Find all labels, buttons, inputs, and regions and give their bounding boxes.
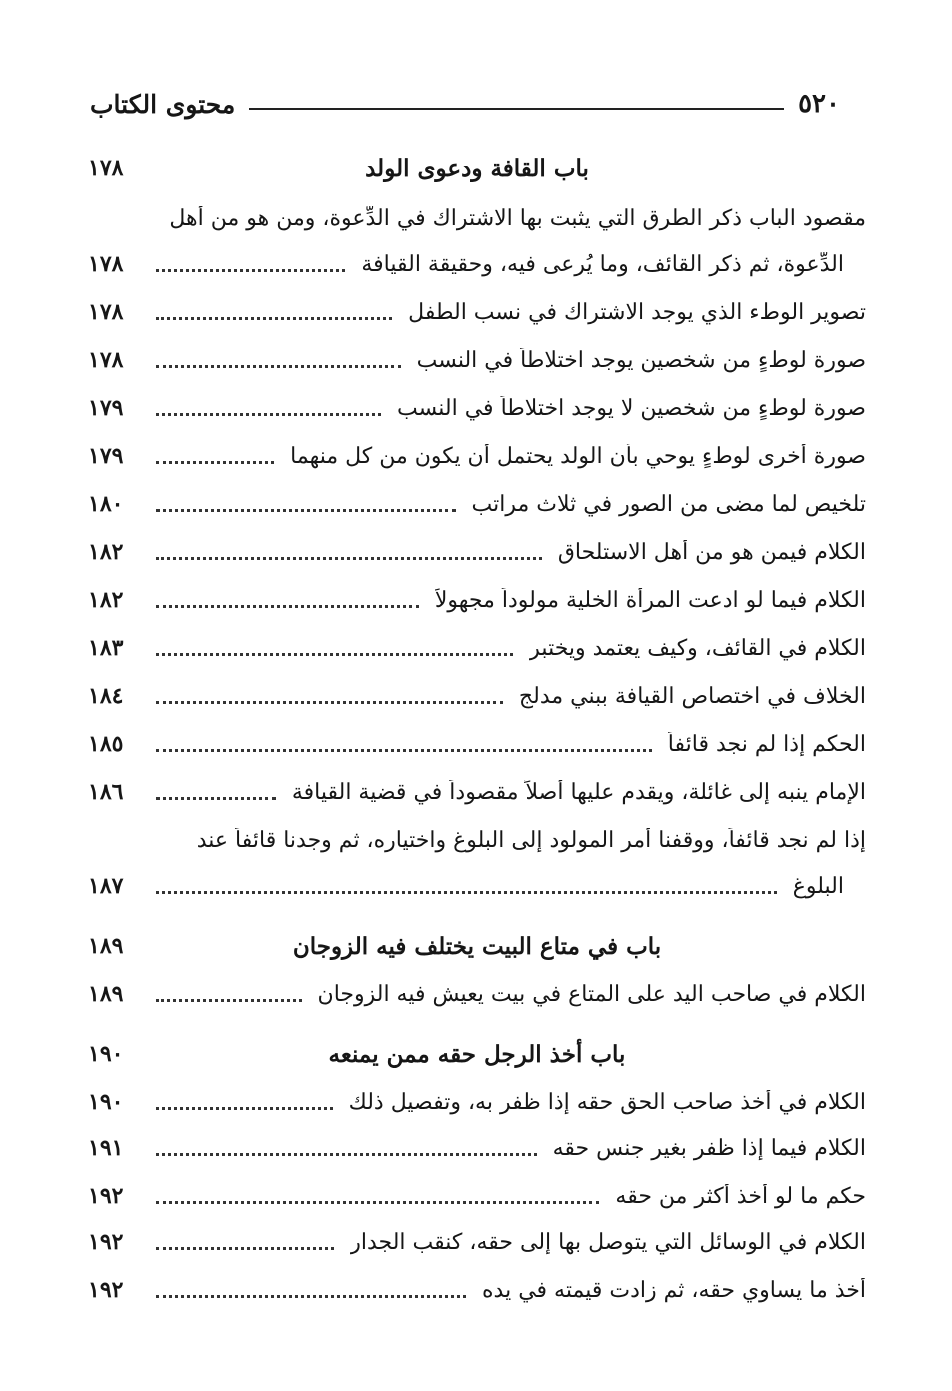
toc-entry (88, 532, 866, 572)
section-heading-page: ١٩٠ (88, 1041, 124, 1067)
section-heading-title: باب أخذ الرجل حقه ممن يمنعه (328, 1040, 626, 1068)
toc-entry (88, 1270, 866, 1310)
toc-entry (88, 388, 866, 428)
toc-entry-page: ١٧٨ (88, 299, 124, 325)
toc-entry (88, 974, 866, 1014)
toc-entry-title: صورة أخرى لوطءٍ يوحي بأن الولد يحتمل أن يكون من كل منهما (290, 443, 866, 469)
toc-entry-title: تلخيص لما مضى من الصور في ثلاث مراتب (471, 491, 866, 517)
toc-entry-page: ١٨٢ (88, 587, 124, 613)
toc-entry (88, 580, 866, 620)
toc-entry-page: ١٨٦ (88, 779, 124, 805)
leader-dots (156, 1201, 599, 1204)
toc-entry-title: البلوغ (792, 873, 844, 899)
toc-entry-page: ١٨٥ (88, 731, 124, 757)
toc-entry (88, 1222, 866, 1262)
toc-entry-page: ١٩٢ (88, 1229, 124, 1255)
toc-entry-title: تصوير الوطء الذي يوجد الاشتراك في نسب الطفل (408, 299, 866, 325)
running-header (90, 84, 840, 124)
toc-entry-page: ١٧٨ (88, 347, 124, 373)
leader-dots (156, 653, 513, 656)
toc-entry-page: ١٨٣ (88, 635, 124, 661)
toc-entry-title: صورة لوطءٍ من شخصين يوجد اختلاطاً في النسب (416, 347, 866, 373)
toc-entry-title: الكلام فيما لو ادعت المرأة الخلية مولوداً مجهولاً (434, 587, 866, 613)
toc-entry-title: حكم ما لو أخذ أكثر من حقه (615, 1183, 866, 1209)
leader-dots (156, 365, 401, 368)
leader-dots (156, 797, 276, 800)
toc-entry-page: ١٨٧ (88, 873, 124, 899)
toc-entry (88, 772, 866, 812)
toc-entry-title: الإمام ينبه إلى غائلة، ويقدم عليها أصلاً مقصوداً في قضية القيافة (291, 779, 866, 805)
toc-section-heading (88, 148, 866, 188)
leader-dots (156, 1153, 537, 1156)
toc-entry-title: الكلام في القائف، وكيف يعتمد ويختبر (529, 635, 866, 661)
toc-entry-page: ١٧٨ (88, 251, 124, 277)
toc-entry (88, 866, 866, 906)
toc-entry-title: الكلام في أخذ صاحب الحق حقه إذا ظفر به، وتفصيل ذلك (348, 1089, 866, 1115)
toc-section-heading (88, 1034, 866, 1074)
toc-entry (88, 628, 866, 668)
leader-dots (156, 1295, 466, 1298)
leader-dots (156, 999, 302, 1002)
page-number: ٥٢٠ (798, 89, 840, 119)
leader-dots (156, 891, 777, 894)
leader-dots (156, 269, 345, 272)
toc-entry-title: الكلام فيما إذا ظفر بغير جنس حقه (552, 1135, 866, 1161)
leader-dots (156, 413, 381, 416)
toc-entry-title: الخلاف في اختصاص القيافة ببني مدلج (518, 683, 866, 709)
toc-entry-page: ١٩١ (88, 1135, 124, 1161)
running-title: محتوى الكتاب (90, 89, 236, 119)
toc-entry (88, 340, 866, 380)
leader-dots (156, 509, 456, 512)
toc-entry-page: ١٨٤ (88, 683, 124, 709)
toc-entry-page: ١٧٩ (88, 443, 124, 469)
toc-entry (88, 244, 866, 284)
leader-dots (156, 461, 274, 464)
section-heading-page: ١٨٩ (88, 933, 124, 959)
toc-entry-page: ١٩٢ (88, 1277, 124, 1303)
toc-entry-title: أخذ ما يساوي حقه، ثم زادت قيمته في يده (482, 1277, 866, 1303)
toc-entry-title: الكلام في الوسائل التي يتوصل بها إلى حقه، كنقب الجدار (350, 1229, 866, 1255)
header-rule (249, 108, 784, 110)
toc-entry (88, 1082, 866, 1122)
toc-entry (88, 724, 866, 764)
section-heading-title: باب في متاع البيت يختلف فيه الزوجان (292, 932, 662, 960)
toc-section-heading (88, 926, 866, 966)
leader-dots (156, 1247, 334, 1250)
toc-entry-title: مقصود الباب ذكر الطرق التي يثبت بها الاشتراك في الدِّعوة، ومن هو من أهل (169, 205, 866, 231)
leader-dots (156, 701, 503, 704)
toc-entry-page: ١٨٩ (88, 981, 124, 1007)
toc-entry-title: صورة لوطءٍ من شخصين لا يوجد اختلاطاً في النسب (397, 395, 866, 421)
leader-dots (156, 557, 542, 560)
toc-entry (88, 1128, 866, 1168)
toc-entry (88, 484, 866, 524)
toc-entry-page: ١٧٩ (88, 395, 124, 421)
toc-entry (88, 1176, 866, 1216)
toc-entry-title: الكلام فيمن هو من أهل الاستلحاق (557, 539, 866, 565)
leader-dots (156, 317, 392, 320)
toc-entry (88, 292, 866, 332)
leader-dots (156, 605, 419, 608)
leader-dots (156, 1107, 333, 1110)
leader-dots (156, 749, 652, 752)
toc-entry-page: ١٨٢ (88, 539, 124, 565)
toc-entry-first-line (88, 820, 866, 860)
toc-entry-title: إذا لم نجد قائفاً، ووقفنا أمر المولود إلى البلوغ واختياره، ثم وجدنا قائفاً عند (196, 827, 866, 853)
toc-entry-page: ١٩٢ (88, 1183, 124, 1209)
toc-entry (88, 436, 866, 476)
section-heading-page: ١٧٨ (88, 155, 124, 181)
toc-entry-title: الكلام في صاحب اليد على المتاع في بيت يعيش فيه الزوجان (317, 981, 866, 1007)
toc-entry-page: ١٩٠ (88, 1089, 124, 1115)
toc-entry-page: ١٨٠ (88, 491, 124, 517)
toc-entry (88, 676, 866, 716)
section-heading-title: باب القافة ودعوى الولد (365, 154, 589, 182)
toc-entry-title: الدِّعوة، ثم ذكر القائف، وما يُرعى فيه، وحقيقة القيافة (361, 251, 844, 277)
toc-entry-first-line (88, 198, 866, 238)
toc-entry-title: الحكم إذا لم نجد قائفاً (667, 731, 866, 757)
